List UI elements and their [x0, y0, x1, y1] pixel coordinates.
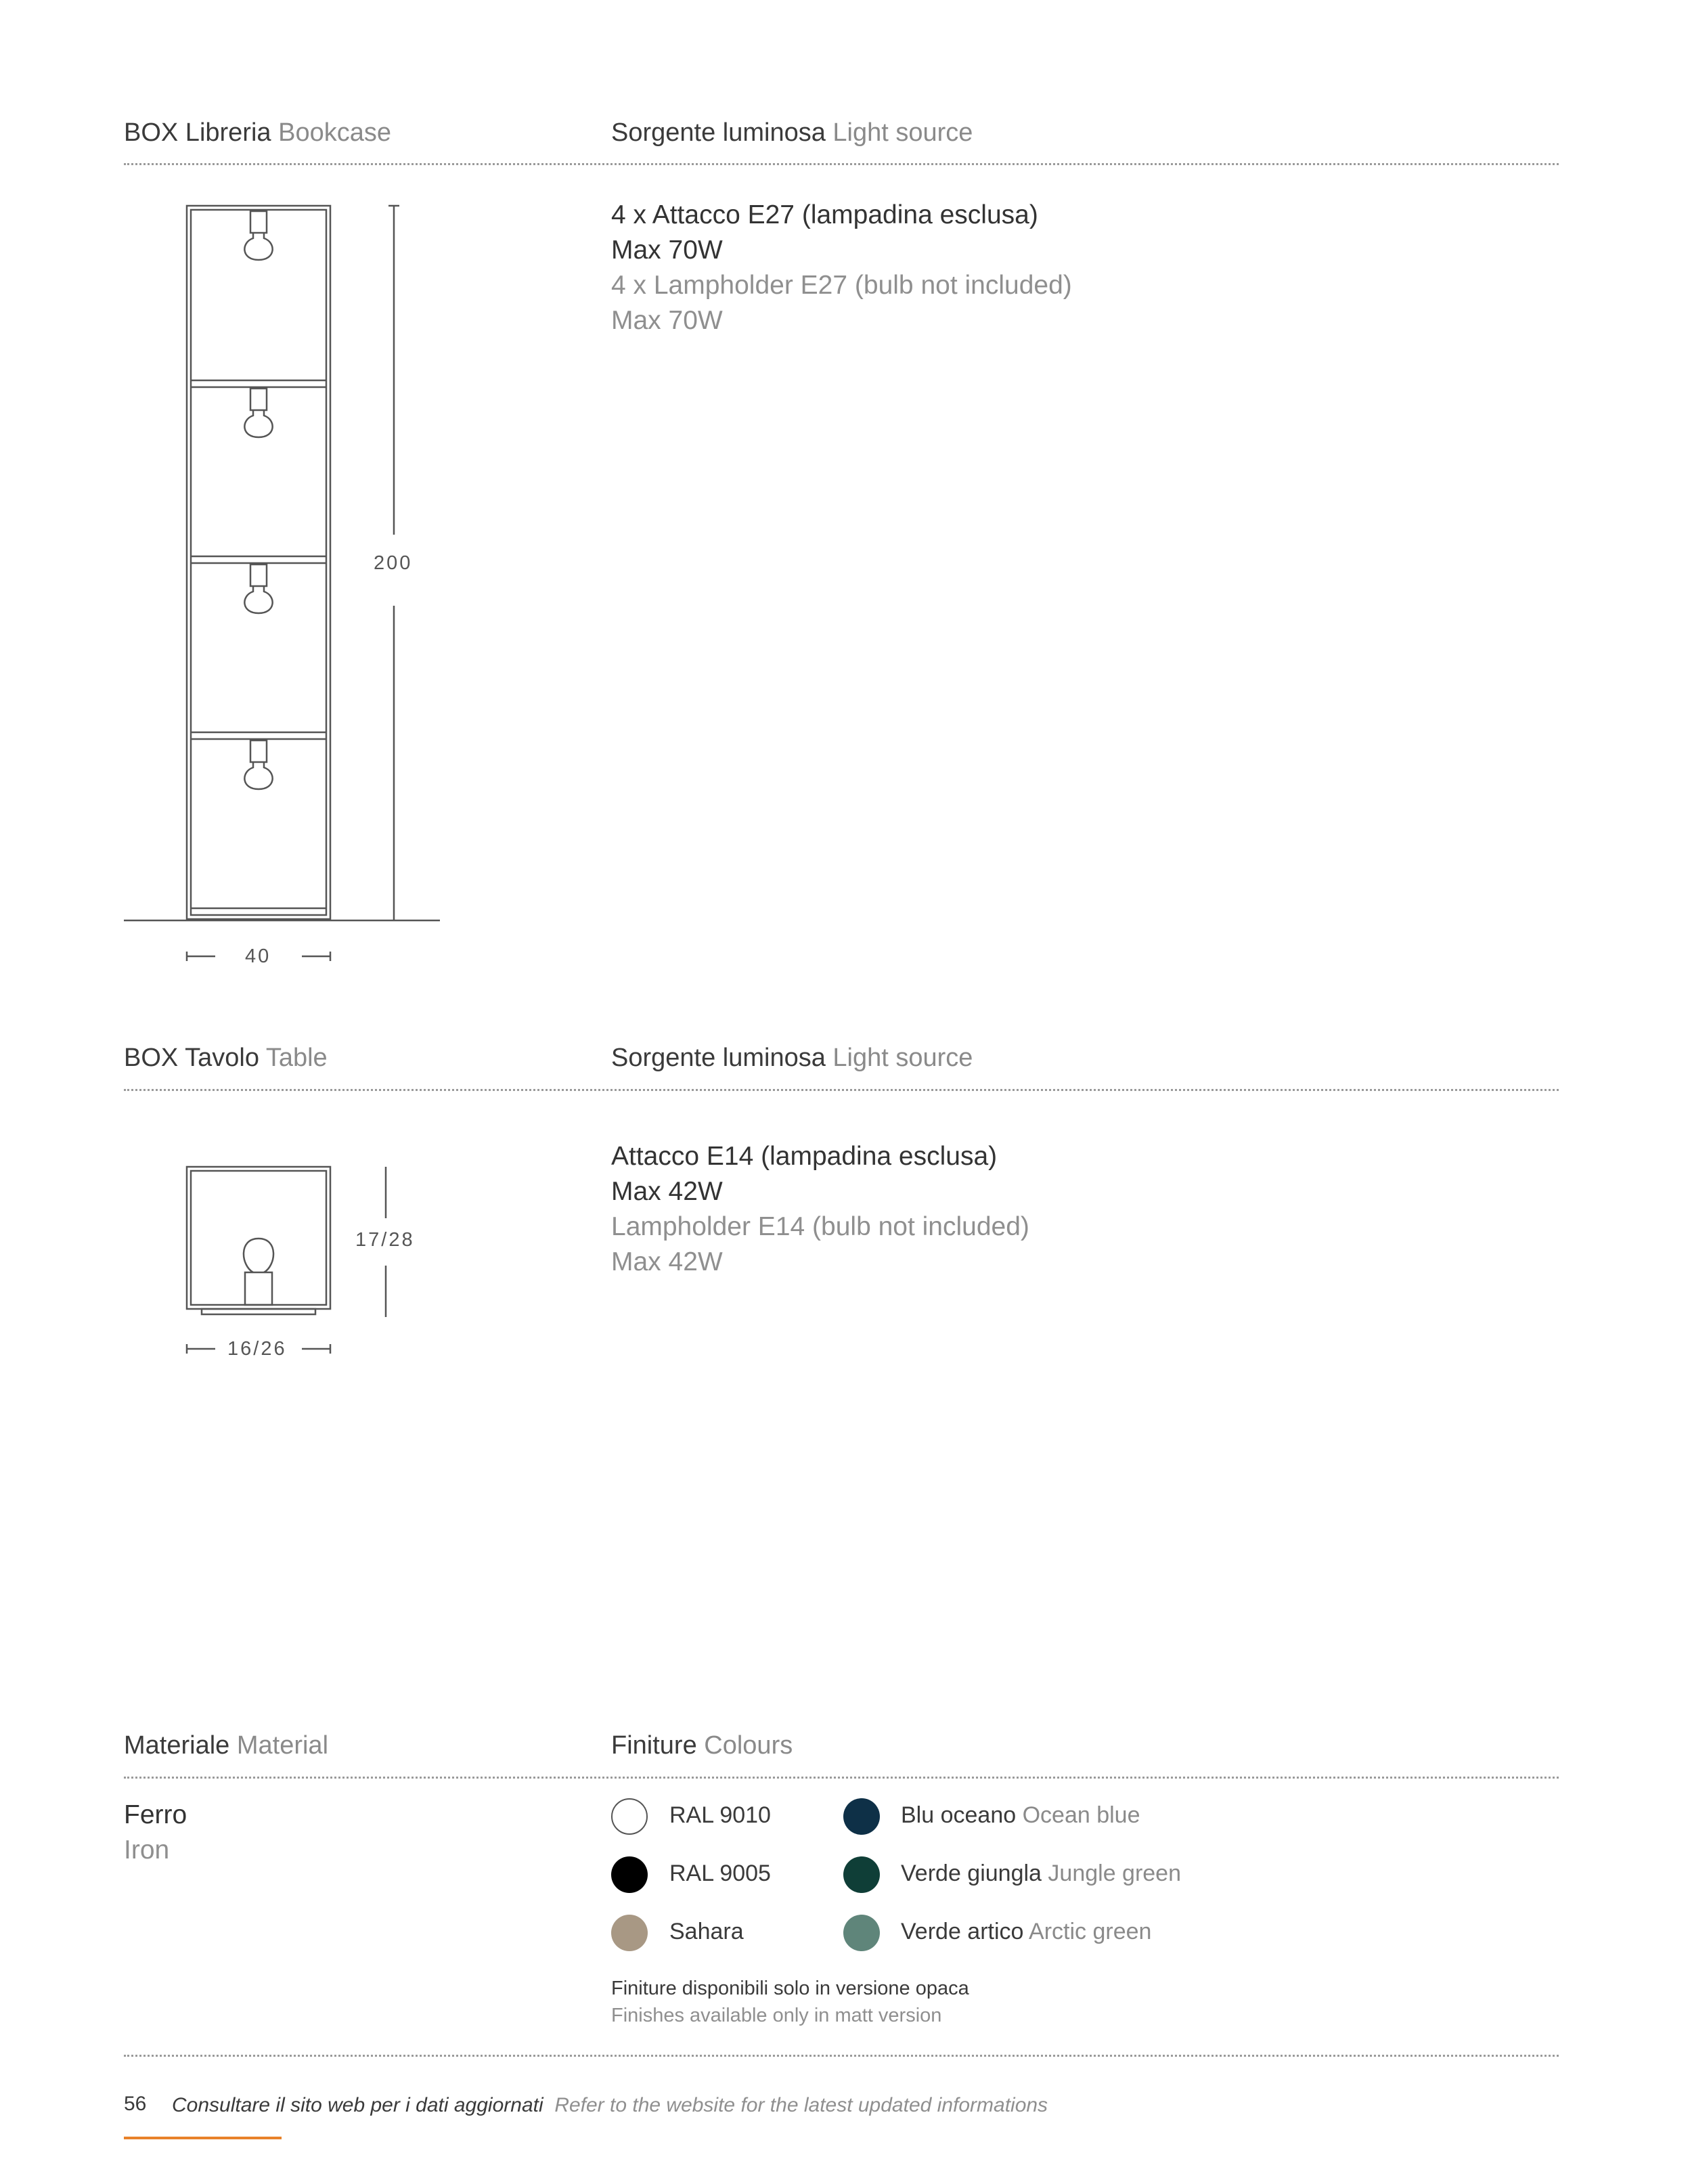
footer-note-it: Consultare il sito web per i dati aggiornati [172, 2094, 543, 2116]
material-value [124, 1798, 187, 1868]
table-lamp-drawing [0, 0, 474, 1387]
material-title-it: Materiale [124, 1731, 230, 1760]
finishes-title [611, 1731, 793, 1760]
material-title [124, 1731, 328, 1760]
bookcase-width-label: 40 [245, 945, 271, 967]
swatch-jungle-green [843, 1856, 880, 1893]
colour-label-arctic-green: Verde artico Arctic green [901, 1919, 1152, 1944]
bookcase-height-label: 200 [374, 552, 413, 574]
bookcase-title-en: Bookcase [278, 118, 391, 147]
footer-divider [124, 2055, 1559, 2057]
bookcase-light-spec [611, 198, 1072, 338]
colour-label-sahara: Sahara [669, 1919, 744, 1944]
table-light-title-it: Sorgente luminosa [611, 1044, 826, 1072]
material-value-it: Ferro [124, 1800, 187, 1829]
table-title-it: BOX Tavolo [124, 1044, 259, 1072]
footer-accent-bar [124, 2137, 282, 2139]
table-width-label: 16/26 [227, 1338, 287, 1360]
swatch-arctic-green [843, 1915, 880, 1951]
table-light-title-en: Light source [832, 1044, 973, 1072]
bookcase-light-line2-it: Max 70W [611, 236, 723, 265]
page-number: 56 [124, 2093, 147, 2115]
finishes-title-it: Finiture [611, 1731, 697, 1760]
swatch-ral-9010 [611, 1798, 648, 1835]
finishes-title-en: Colours [704, 1731, 793, 1760]
material-divider [124, 1777, 1559, 1779]
table-light-title [611, 1044, 973, 1073]
material-title-en: Material [236, 1731, 329, 1760]
bookcase-light-title-it: Sorgente luminosa [611, 118, 826, 147]
finishes-note [611, 1975, 969, 2029]
bookcase-light-line1-it: 4 x Attacco E27 (lampadina esclusa) [611, 200, 1038, 229]
finishes-note-it: Finiture disponibili solo in versione opaca [611, 1978, 969, 1999]
finishes-note-en: Finishes available only in matt version [611, 2005, 942, 2026]
table-light-line2-it: Max 42W [611, 1177, 723, 1206]
colour-label-ocean-blue: Blu oceano Ocean blue [901, 1802, 1140, 1828]
bookcase-light-line1-en: 4 x Lampholder E27 (bulb not included) [611, 271, 1072, 300]
bulb-icon [244, 1239, 273, 1305]
table-light-line1-en: Lampholder E14 (bulb not included) [611, 1212, 1029, 1241]
footer-note-en: Refer to the website for the latest updated informations [554, 2094, 1048, 2116]
table-height-label: 17/28 [355, 1229, 415, 1251]
swatch-ocean-blue [843, 1798, 880, 1835]
footer-note [172, 2094, 1048, 2117]
bookcase-light-title [611, 118, 973, 148]
material-value-en: Iron [124, 1835, 170, 1865]
bookcase-light-title-en: Light source [832, 118, 973, 147]
swatch-ral-9005 [611, 1856, 648, 1893]
table-light-spec [611, 1139, 1029, 1280]
table-lamp-base [202, 1309, 315, 1314]
colour-label-ral-9005: RAL 9005 [669, 1860, 771, 1886]
table-light-line2-en: Max 42W [611, 1247, 723, 1276]
colour-label-jungle-green: Verde giungla Jungle green [901, 1860, 1182, 1886]
swatch-sahara [611, 1915, 648, 1951]
bookcase-light-line2-en: Max 70W [611, 306, 723, 335]
table-light-line1-it: Attacco E14 (lampadina esclusa) [611, 1142, 998, 1171]
bookcase-title-it: BOX Libreria [124, 118, 271, 147]
colour-label-ral-9010: RAL 9010 [669, 1802, 771, 1828]
table-title-en: Table [265, 1044, 328, 1072]
